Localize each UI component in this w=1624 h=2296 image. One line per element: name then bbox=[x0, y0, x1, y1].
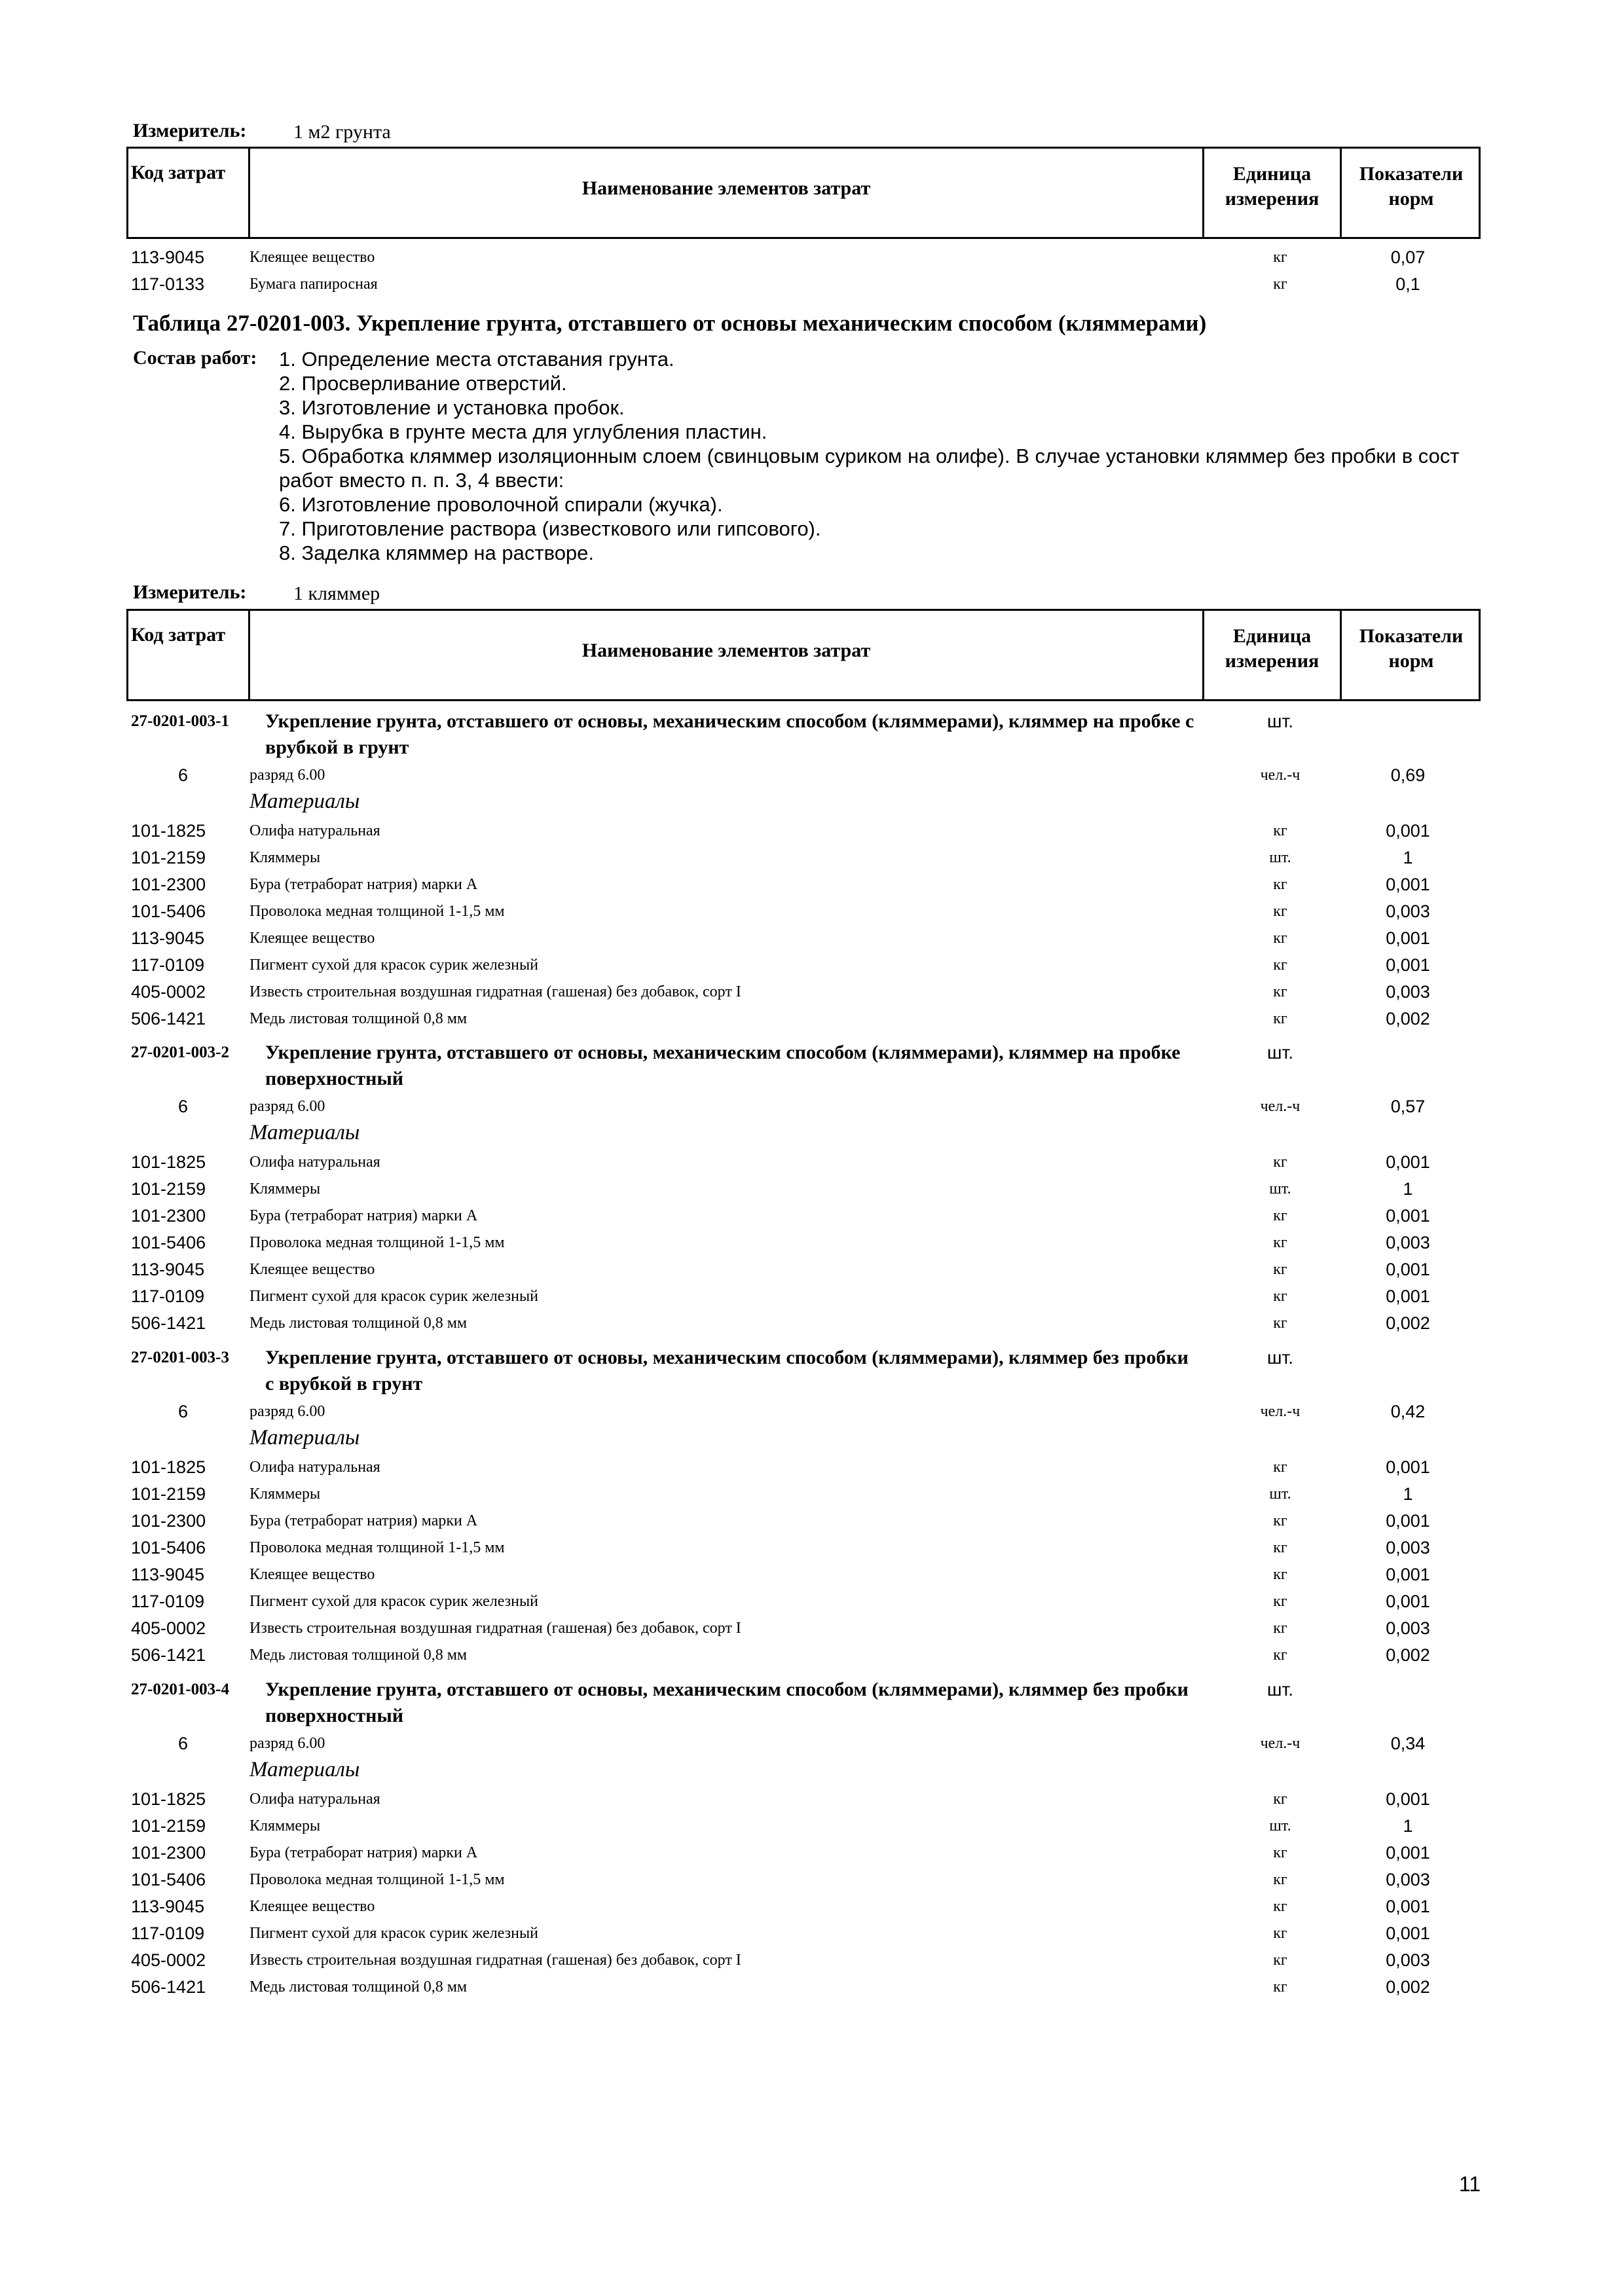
materials-heading: Материалы bbox=[249, 1121, 360, 1144]
work-item: 3. Изготовление и установка пробок. bbox=[279, 396, 625, 419]
table-row bbox=[0, 1006, 1624, 1032]
row-code: 117-0109 bbox=[131, 955, 205, 975]
table-measurer-label: Измеритель: bbox=[133, 581, 247, 603]
row-name: Пигмент сухой для красок сурик железный bbox=[249, 1288, 538, 1305]
row-value: 1 bbox=[1403, 848, 1413, 867]
row-code: 506-1421 bbox=[131, 1977, 206, 1997]
row-code: 405-0002 bbox=[131, 1618, 206, 1638]
table-row bbox=[0, 1867, 1624, 1893]
row-unit: кг bbox=[1273, 1512, 1287, 1529]
row-unit: шт. bbox=[1269, 1817, 1291, 1834]
row-value: 0,1 bbox=[1395, 274, 1420, 294]
row-name: Известь строительная воздушная гидратная (гашеная) без добавок, сорт I bbox=[249, 983, 741, 1000]
row-code: 113-9045 bbox=[131, 1565, 205, 1584]
row-unit: кг bbox=[1273, 276, 1287, 293]
row-code: 113-9045 bbox=[131, 1260, 205, 1279]
group-unit: шт. bbox=[1267, 1347, 1293, 1368]
row-name: Клеящее вещество bbox=[249, 249, 375, 266]
row-value: 0,003 bbox=[1386, 1950, 1430, 1970]
row-name: Пигмент сухой для красок сурик железный bbox=[249, 1593, 538, 1610]
row-unit: кг bbox=[1273, 249, 1287, 266]
row-unit: кг bbox=[1273, 1952, 1287, 1969]
row-name: Бумага папиросная bbox=[249, 276, 378, 293]
row-unit: кг bbox=[1273, 957, 1287, 974]
row-name: Клеящее вещество bbox=[249, 1261, 375, 1278]
row-value: 0,002 bbox=[1386, 1313, 1430, 1333]
work-item: работ вместо п. п. 3, 4 ввести: bbox=[279, 469, 564, 492]
row-unit: чел.-ч bbox=[1260, 1735, 1301, 1752]
row-code: 101-2300 bbox=[131, 875, 206, 894]
row-unit: кг bbox=[1273, 1315, 1287, 1332]
row-code: 101-2300 bbox=[131, 1206, 206, 1226]
row-name: Кляммеры bbox=[249, 1485, 321, 1503]
table-row bbox=[0, 1454, 1624, 1480]
group-name: Укрепление грунта, отставшего от основы, механическим способом (кляммерами), кляммер на пробке с врубкой в грунт bbox=[265, 710, 1194, 758]
work-composition-label: Состав работ: bbox=[133, 347, 257, 369]
row-value: 0,001 bbox=[1386, 875, 1430, 894]
table-row bbox=[0, 1947, 1624, 1973]
row-value: 0,001 bbox=[1386, 821, 1430, 841]
row-value: 0,001 bbox=[1386, 1457, 1430, 1477]
row-code: 101-2159 bbox=[131, 1484, 206, 1504]
row-code: 101-2300 bbox=[131, 1843, 206, 1863]
row-name: Бура (тетраборат натрия) марки А bbox=[249, 1844, 478, 1861]
table-row bbox=[0, 1230, 1624, 1256]
materials-heading: Материалы bbox=[249, 1758, 360, 1781]
row-name: Медь листовая толщиной 0,8 мм bbox=[249, 1315, 468, 1332]
row-value: 0,57 bbox=[1390, 1097, 1426, 1116]
row-name: Олифа натуральная bbox=[249, 1459, 380, 1476]
table-row bbox=[0, 952, 1624, 978]
row-code: 101-1825 bbox=[131, 1789, 206, 1809]
row-unit: кг bbox=[1273, 1459, 1287, 1476]
row-name: Проволока медная толщиной 1-1,5 мм bbox=[249, 1871, 505, 1888]
row-unit: кг bbox=[1273, 1978, 1287, 1995]
row-name: разряд 6.00 bbox=[249, 1403, 325, 1420]
row-name: Олифа натуральная bbox=[249, 822, 380, 839]
top-measurer-value: 1 м2 грунта bbox=[293, 121, 391, 143]
table-row bbox=[0, 1310, 1624, 1336]
row-value: 1 bbox=[1403, 1179, 1413, 1199]
row-value: 0,002 bbox=[1386, 1009, 1430, 1029]
row-code: 405-0002 bbox=[131, 1950, 206, 1970]
row-unit: кг bbox=[1273, 1925, 1287, 1942]
row-unit: чел.-ч bbox=[1260, 767, 1301, 784]
row-name: Пигмент сухой для красок сурик железный bbox=[249, 1925, 538, 1942]
row-name: Проволока медная толщиной 1-1,5 мм bbox=[249, 1234, 505, 1251]
row-code: 101-2159 bbox=[131, 1179, 206, 1199]
table-header-unit: Единица измерения bbox=[1225, 625, 1320, 672]
row-code: 101-2300 bbox=[131, 1511, 206, 1531]
table-row bbox=[0, 1535, 1624, 1561]
row-code: 6 bbox=[178, 1734, 189, 1753]
row-unit: кг bbox=[1273, 1620, 1287, 1637]
row-value: 0,001 bbox=[1386, 1592, 1430, 1611]
table-row bbox=[0, 1615, 1624, 1641]
group-name: Укрепление грунта, отставшего от основы, механическим способом (кляммерами), кляммер без пробки с врубкой в грунт bbox=[265, 1347, 1189, 1394]
row-value: 0,001 bbox=[1386, 1511, 1430, 1531]
work-item: 1. Определение места отставания грунта. bbox=[279, 348, 674, 371]
row-code: 113-9045 bbox=[131, 247, 205, 267]
row-unit: кг bbox=[1273, 1539, 1287, 1556]
top-header-name: Наименование элементов затрат bbox=[581, 177, 871, 199]
table-row bbox=[0, 1176, 1624, 1202]
row-unit: кг bbox=[1273, 1647, 1287, 1664]
table-header-name: Наименование элементов затрат bbox=[581, 640, 871, 661]
row-unit: чел.-ч bbox=[1260, 1098, 1301, 1115]
labor-row bbox=[0, 1398, 1624, 1425]
row-value: 0,001 bbox=[1386, 928, 1430, 948]
work-item: 4. Вырубка в грунте места для углубления пластин. bbox=[279, 420, 767, 443]
row-name: разряд 6.00 bbox=[249, 767, 325, 784]
table-row bbox=[0, 271, 1624, 297]
row-unit: шт. bbox=[1269, 849, 1291, 866]
group-code: 27-0201-003-3 bbox=[131, 1349, 229, 1366]
group-code: 27-0201-003-1 bbox=[131, 712, 229, 730]
row-value: 0,07 bbox=[1390, 247, 1426, 267]
row-unit: кг bbox=[1273, 1844, 1287, 1861]
row-value: 0,003 bbox=[1386, 1538, 1430, 1558]
row-code: 6 bbox=[178, 1402, 189, 1421]
group-code: 27-0201-003-2 bbox=[131, 1044, 229, 1061]
row-unit: кг bbox=[1273, 930, 1287, 947]
row-name: Кляммеры bbox=[249, 1180, 321, 1197]
row-name: Бура (тетраборат натрия) марки А bbox=[249, 1207, 478, 1224]
labor-row bbox=[0, 762, 1624, 788]
row-code: 101-5406 bbox=[131, 1538, 206, 1558]
group-code: 27-0201-003-4 bbox=[131, 1681, 229, 1698]
row-name: Проволока медная толщиной 1-1,5 мм bbox=[249, 1539, 505, 1556]
row-name: Известь строительная воздушная гидратная (гашеная) без добавок, сорт I bbox=[249, 1620, 741, 1637]
row-unit: кг bbox=[1273, 1261, 1287, 1278]
row-value: 0,69 bbox=[1390, 765, 1426, 785]
group-row bbox=[0, 1345, 1624, 1397]
row-code: 101-1825 bbox=[131, 1457, 206, 1477]
row-code: 405-0002 bbox=[131, 982, 206, 1002]
table-header-code: Код затрат bbox=[131, 624, 226, 646]
row-value: 0,002 bbox=[1386, 1977, 1430, 1997]
row-unit: кг bbox=[1273, 1154, 1287, 1171]
row-unit: шт. bbox=[1269, 1485, 1291, 1503]
materials-heading: Материалы bbox=[249, 790, 360, 813]
row-unit: кг bbox=[1273, 1871, 1287, 1888]
row-name: Пигмент сухой для красок сурик железный bbox=[249, 957, 538, 974]
table-row bbox=[0, 1481, 1624, 1507]
top-header-norm: Показатели норм bbox=[1359, 163, 1464, 210]
row-unit: чел.-ч bbox=[1260, 1403, 1301, 1420]
row-code: 101-1825 bbox=[131, 821, 206, 841]
row-unit: кг bbox=[1273, 1898, 1287, 1915]
group-row bbox=[0, 1040, 1624, 1092]
work-item: 5. Обработка кляммер изоляционным слоем (свинцовым суриком на олифе). В случае установки кляммер без пробки в сост bbox=[279, 445, 1460, 467]
row-name: Кляммеры bbox=[249, 849, 321, 866]
row-name: Медь листовая толщиной 0,8 мм bbox=[249, 1647, 468, 1664]
row-value: 0,001 bbox=[1386, 1923, 1430, 1943]
table-row bbox=[0, 1283, 1624, 1309]
row-value: 0,001 bbox=[1386, 1152, 1430, 1172]
group-name: Укрепление грунта, отставшего от основы, механическим способом (кляммерами), кляммер без пробки поверхностный bbox=[265, 1679, 1189, 1726]
top-header-code: Код затрат bbox=[131, 162, 226, 183]
row-value: 0,003 bbox=[1386, 902, 1430, 921]
row-name: Бура (тетраборат натрия) марки А bbox=[249, 876, 478, 893]
row-code: 117-0109 bbox=[131, 1592, 205, 1611]
row-value: 0,001 bbox=[1386, 1789, 1430, 1809]
row-name: Бура (тетраборат натрия) марки А bbox=[249, 1512, 478, 1529]
row-unit: кг bbox=[1273, 983, 1287, 1000]
row-code: 6 bbox=[178, 765, 189, 785]
work-item: 8. Заделка кляммер на растворе. bbox=[279, 541, 595, 564]
row-code: 506-1421 bbox=[131, 1313, 206, 1333]
table-title: Таблица 27-0201-003. Укрепление грунта, отставшего от основы механическим способом (кляммерами) bbox=[133, 310, 1207, 336]
table-row bbox=[0, 1508, 1624, 1534]
top-header-unit: Единица измерения bbox=[1225, 163, 1320, 210]
row-code: 113-9045 bbox=[131, 1897, 205, 1916]
table-row bbox=[0, 1203, 1624, 1229]
row-code: 101-2159 bbox=[131, 848, 206, 867]
table-row bbox=[0, 1561, 1624, 1588]
row-value: 1 bbox=[1403, 1816, 1413, 1836]
row-name: Проволока медная толщиной 1-1,5 мм bbox=[249, 903, 505, 920]
row-name: Клеящее вещество bbox=[249, 930, 375, 947]
row-unit: кг bbox=[1273, 903, 1287, 920]
labor-row bbox=[0, 1730, 1624, 1757]
table-row bbox=[0, 925, 1624, 951]
table-row bbox=[0, 1256, 1624, 1283]
table-row bbox=[0, 1920, 1624, 1946]
table-row bbox=[0, 898, 1624, 924]
table-row bbox=[0, 1893, 1624, 1920]
row-code: 101-5406 bbox=[131, 1233, 206, 1252]
row-value: 0,003 bbox=[1386, 1870, 1430, 1889]
table-row bbox=[0, 818, 1624, 844]
row-code: 506-1421 bbox=[131, 1009, 206, 1029]
row-name: Клеящее вещество bbox=[249, 1566, 375, 1583]
table-row bbox=[0, 1642, 1624, 1668]
row-value: 0,001 bbox=[1386, 1843, 1430, 1863]
row-value: 0,002 bbox=[1386, 1645, 1430, 1665]
row-value: 0,34 bbox=[1390, 1734, 1426, 1753]
row-value: 0,001 bbox=[1386, 1206, 1430, 1226]
row-value: 0,001 bbox=[1386, 1260, 1430, 1279]
row-value: 0,003 bbox=[1386, 1618, 1430, 1638]
top-header-box bbox=[126, 147, 1481, 239]
row-name: Кляммеры bbox=[249, 1817, 321, 1834]
row-name: Олифа натуральная bbox=[249, 1791, 380, 1808]
row-unit: кг bbox=[1273, 822, 1287, 839]
row-value: 0,003 bbox=[1386, 982, 1430, 1002]
row-code: 117-0133 bbox=[131, 274, 205, 294]
row-name: Олифа натуральная bbox=[249, 1154, 380, 1171]
row-unit: кг bbox=[1273, 1566, 1287, 1583]
row-code: 6 bbox=[178, 1097, 189, 1116]
table-row bbox=[0, 1149, 1624, 1175]
row-unit: кг bbox=[1273, 1010, 1287, 1027]
row-unit: кг bbox=[1273, 1234, 1287, 1251]
row-code: 113-9045 bbox=[131, 928, 205, 948]
table-row bbox=[0, 1588, 1624, 1614]
row-code: 101-5406 bbox=[131, 902, 206, 921]
row-value: 0,001 bbox=[1386, 1286, 1430, 1306]
row-value: 1 bbox=[1403, 1484, 1413, 1504]
row-code: 117-0109 bbox=[131, 1923, 205, 1943]
table-row bbox=[0, 244, 1624, 270]
row-value: 0,001 bbox=[1386, 1897, 1430, 1916]
table-row bbox=[0, 871, 1624, 898]
table-row bbox=[0, 1813, 1624, 1839]
work-item: 2. Просверливание отверстий. bbox=[279, 372, 567, 395]
row-name: Известь строительная воздушная гидратная (гашеная) без добавок, сорт I bbox=[249, 1952, 741, 1969]
row-unit: шт. bbox=[1269, 1180, 1291, 1197]
table-header-box bbox=[126, 609, 1481, 701]
row-name: разряд 6.00 bbox=[249, 1098, 325, 1115]
table-row bbox=[0, 1786, 1624, 1812]
table-header-norm: Показатели норм bbox=[1359, 625, 1464, 672]
group-row bbox=[0, 708, 1624, 761]
labor-row bbox=[0, 1093, 1624, 1120]
row-value: 0,001 bbox=[1386, 1565, 1430, 1584]
row-code: 101-1825 bbox=[131, 1152, 206, 1172]
group-row bbox=[0, 1677, 1624, 1729]
work-item: 7. Приготовление раствора (известкового или гипсового). bbox=[279, 517, 821, 540]
group-unit: шт. bbox=[1267, 1679, 1293, 1700]
table-row bbox=[0, 979, 1624, 1005]
page-number: 11 bbox=[1459, 2172, 1481, 2196]
row-unit: кг bbox=[1273, 1288, 1287, 1305]
row-unit: кг bbox=[1273, 1593, 1287, 1610]
row-code: 101-2159 bbox=[131, 1816, 206, 1836]
row-value: 0,001 bbox=[1386, 955, 1430, 975]
row-name: Клеящее вещество bbox=[249, 1898, 375, 1915]
row-code: 506-1421 bbox=[131, 1645, 206, 1665]
work-item: 6. Изготовление проволочной спирали (жучка). bbox=[279, 493, 723, 516]
materials-heading: Материалы bbox=[249, 1426, 360, 1449]
row-name: разряд 6.00 bbox=[249, 1735, 325, 1752]
row-unit: кг bbox=[1273, 876, 1287, 893]
row-name: Медь листовая толщиной 0,8 мм bbox=[249, 1010, 468, 1027]
group-unit: шт. bbox=[1267, 711, 1293, 731]
row-value: 0,42 bbox=[1390, 1402, 1426, 1421]
row-code: 117-0109 bbox=[131, 1286, 205, 1306]
table-row bbox=[0, 1840, 1624, 1866]
row-unit: кг bbox=[1273, 1207, 1287, 1224]
group-unit: шт. bbox=[1267, 1042, 1293, 1063]
table-row bbox=[0, 1974, 1624, 2000]
group-name: Укрепление грунта, отставшего от основы, механическим способом (кляммерами), кляммер на пробке поверхностный bbox=[265, 1042, 1181, 1089]
work-composition-list bbox=[279, 347, 1497, 565]
row-code: 101-5406 bbox=[131, 1870, 206, 1889]
row-unit: кг bbox=[1273, 1791, 1287, 1808]
row-name: Медь листовая толщиной 0,8 мм bbox=[249, 1978, 468, 1995]
top-measurer-label: Измеритель: bbox=[133, 120, 247, 141]
table-row bbox=[0, 845, 1624, 871]
table-measurer-value: 1 кляммер bbox=[293, 583, 380, 604]
row-value: 0,003 bbox=[1386, 1233, 1430, 1252]
